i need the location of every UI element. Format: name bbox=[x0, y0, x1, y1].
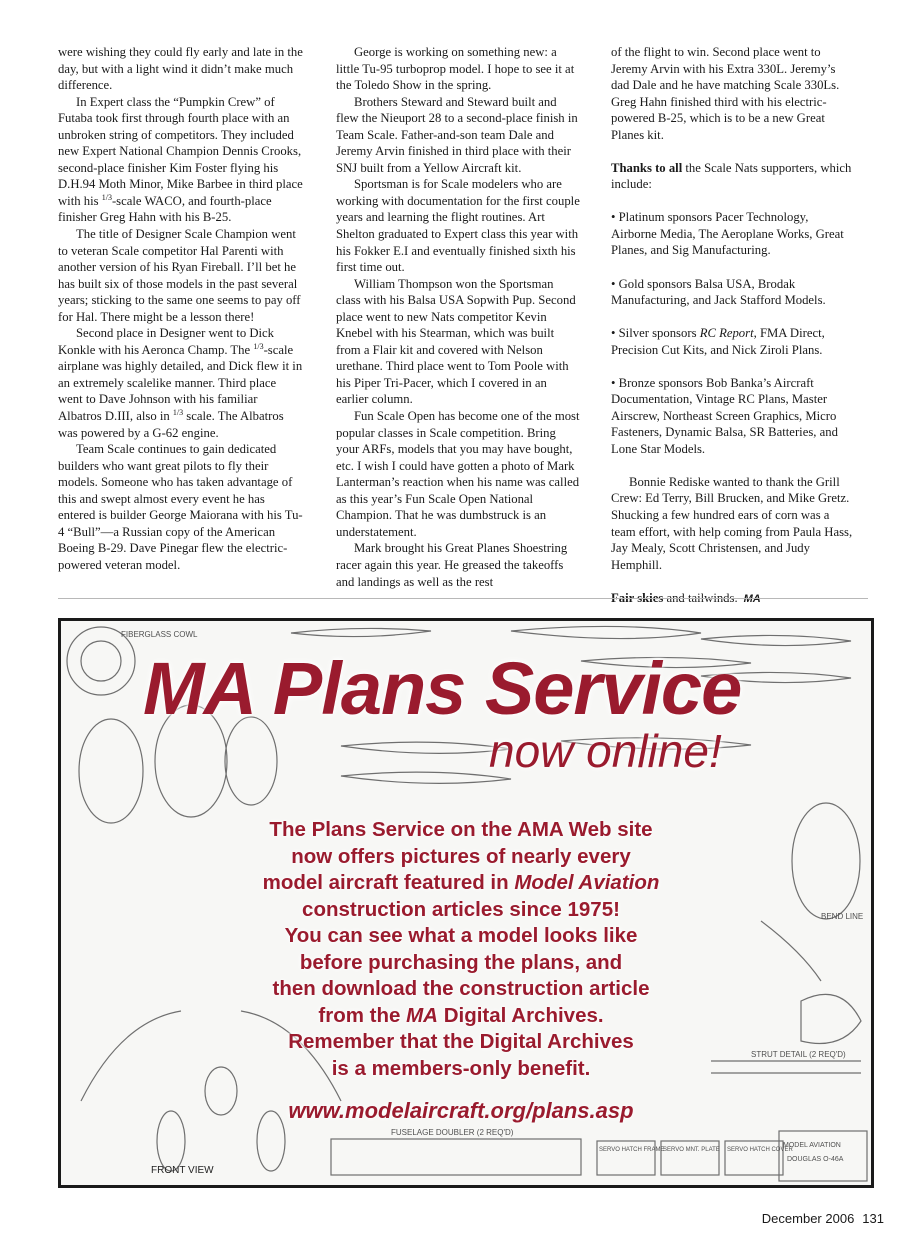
sponsor-item: • Platinum sponsors Pacer Technology, Airborne Media, The Aeroplane Works, Great Planes, and Sig Manufacturing. bbox=[611, 210, 844, 258]
fraction: 1/3 bbox=[253, 341, 264, 351]
article-column-1 bbox=[58, 44, 303, 574]
plans-service-ad bbox=[58, 618, 874, 1188]
ad-line: is a members-only benefit. bbox=[331, 1056, 591, 1080]
ad-line: from the MA Digital Archives. bbox=[318, 1003, 604, 1027]
plan-label-fiberglass: FIBERGLASS COWL bbox=[121, 630, 198, 639]
wing-rib-3 bbox=[701, 635, 851, 645]
ad-subtitle: now online! bbox=[489, 725, 722, 777]
sponsor-item: • Bronze sponsors Bob Banka’s Aircraft Documentation, Vintage RC Plans, Master Airscrew, Northeast Screen Graphics, Micro Fasteners, Dynamic Balsa, SR Batteries, and Lone Star Models. bbox=[611, 375, 838, 456]
plan-label-model-aviation: MODEL AVIATION bbox=[783, 1142, 841, 1149]
paragraph: Brothers Steward and Steward built and flew the Nieuport 28 to a second-place finish in Team Scale. Father-and-son team Dale and Jeremy Arvin finished in third place with their SNJ built from a Yellow Aircraft kit. bbox=[336, 94, 578, 175]
ma-end-mark: MA bbox=[743, 592, 761, 605]
ad-line: The Plans Service on the AMA Web site bbox=[269, 818, 653, 841]
plan-label-servo-plate: SERVO MNT. PLATE bbox=[663, 1147, 720, 1153]
paragraph: The title of Designer Scale Champion went to veteran Scale competitor Hal Parenti with another version of his Ryan Fireball. I’ll bet he has built six of those models in the past several years; sticking to the same one seems to pay off for Hal. There might be a lesson there! bbox=[58, 227, 301, 324]
article-column-3 bbox=[611, 44, 856, 607]
fuselage-former-far-right bbox=[792, 803, 860, 919]
paragraph: Fun Scale Open has become one of the most popular classes in Scale competition. Bring your ARFs, models that you may have bought, etc. I wish I could have gotten a photo of Mark Lanterman’s reaction when his name was called as this year’s Fun Scale Open National Champion. That he was dumbstruck is an understatement. bbox=[336, 409, 580, 539]
paragraph: Team Scale continues to gain dedicated builders who want great pilots to fly their models. Someone who has taken advantage of this and swept almost every event he has entered is builder George Maiorana with his Tu-4 “Bull”—a Russian copy of the American Boeing B-29. Dave Pinegar flew the electric-powered veteran model. bbox=[58, 442, 303, 572]
fuselage-doubler-outline bbox=[331, 1139, 581, 1175]
section-divider bbox=[58, 598, 868, 599]
plan-label-bend: BEND LINE bbox=[821, 912, 864, 921]
issue-date: December 2006 bbox=[761, 1211, 855, 1226]
wing-tip-outline bbox=[801, 994, 861, 1043]
ad-line: model aircraft featured in Model Aviation bbox=[262, 871, 660, 894]
ad-line: Remember that the Digital Archives bbox=[288, 1030, 634, 1053]
page-number: 131 bbox=[862, 1211, 884, 1226]
plan-label-plan-name: DOUGLAS O-46A bbox=[787, 1156, 844, 1163]
article-column-2 bbox=[336, 44, 581, 590]
ad-body-text bbox=[171, 817, 751, 1082]
ad-title: MA Plans Service bbox=[143, 647, 742, 730]
sponsor-item: • Silver sponsors RC Report, FMA Direct, Precision Cut Kits, and Nick Ziroli Plans. bbox=[611, 326, 825, 357]
wing-rib-5 bbox=[341, 742, 511, 753]
paragraph: William Thompson won the Sportsman class with his Balsa USA Sopwith Pup. Second place went to new Nats competitor Kevin Knebel with his Stearman, which was built from a Flair kit and covered with Nelson urethane. Third place went to Tom Poole with his Piper Tri-Pacer, which I covered in an earlier column. bbox=[336, 276, 576, 407]
wing-rib-1 bbox=[511, 626, 701, 638]
fuselage-former-left bbox=[79, 719, 143, 823]
sponsor-item: • Gold sponsors Balsa USA, Brodak Manufacturing, and Jack Stafford Models. bbox=[611, 276, 826, 308]
paragraph: Thanks to all the Scale Nats supporters, which include: bbox=[611, 160, 852, 192]
ad-line: construction articles since 1975! bbox=[302, 897, 620, 921]
fraction: 1/3 bbox=[101, 192, 112, 202]
plan-label-servo-frame: SERVO HATCH FRAME bbox=[599, 1147, 665, 1153]
paragraph: were wishing they could fly early and late in the day, but with a light wind it didn’t make much difference. bbox=[58, 45, 303, 93]
paragraph: of the flight to win. Second place went to Jeremy Arvin with his Extra 330L. Jeremy’s dad Dale and he have matching Scale 330Ls. Greg Hahn finished third with his electric-powered B-25, which is to be a new Great Planes kit. bbox=[611, 45, 840, 142]
ad-line: then download the construction article bbox=[272, 977, 650, 1000]
paragraph: Second place in Designer went to Dick Konkle with his Aeronca Champ. The $^{1/3}$-scale airplane was highly detailed, and Dick flew it in an extremely scalelike manner. Third place went to Dave Johnson with his familiar Albatros D.III, also in $^{1/3}$ scale. The Albatros was powered by a G-62 engine. bbox=[58, 326, 303, 440]
cowl-ring-inner bbox=[81, 641, 121, 681]
paragraph: Mark brought his Great Planes Shoestring racer again this year. He greased the takeoffs and landings as well as the rest bbox=[336, 541, 568, 589]
page-footer bbox=[754, 1211, 884, 1226]
ad-line: before purchasing the plans, and bbox=[299, 950, 623, 974]
paragraph: Sportsman is for Scale modelers who are working with documentation for the first couple years and learning the flight routines. Art Shelton graduated to Expert class this year with his Fokker E.I and eventually finished sixth his first time out. bbox=[336, 177, 580, 275]
plan-label-front-view: FRONT VIEW bbox=[151, 1165, 214, 1176]
closing-line: Fair skies and tailwinds. MA bbox=[611, 590, 761, 605]
plans-url-link[interactable]: www.modelaircraft.org/plans.asp bbox=[288, 1098, 634, 1123]
wing-rib-6 bbox=[341, 772, 511, 783]
wing-rib-top bbox=[291, 628, 431, 636]
plan-label-servo-cover: SERVO HATCH COVER bbox=[727, 1147, 793, 1153]
plan-label-strut: STRUT DETAIL (2 REQ'D) bbox=[751, 1050, 846, 1059]
fraction: 1/3 bbox=[172, 408, 184, 418]
ad-line: now offers pictures of nearly every bbox=[291, 844, 631, 868]
plan-label-fuselage: FUSELAGE DOUBLER (2 REQ'D) bbox=[391, 1128, 514, 1137]
ad-line: You can see what a model looks like bbox=[284, 924, 638, 947]
paragraph: In Expert class the “Pumpkin Crew” of Futaba took first through fourth place with an unbroken string of competitors. They included new Expert National Champion Dennis Crooks, second-place finisher Kim Foster flying his D.H.94 Moth Minor, Mike Barbee in third place with his $^{1/3}$-scale WACO, and fourth-place finisher Greg Hahn with his B-25. bbox=[58, 94, 303, 225]
paragraph: George is working on something new: a little Tu-95 turboprop model. I hope to see it at the Toledo Show in the spring. bbox=[336, 45, 575, 93]
fuselage-former-right bbox=[225, 717, 277, 805]
paragraph: Bonnie Rediske wanted to thank the Grill Crew: Ed Terry, Bill Brucken, and Mike Gretz. Shucking a few hundred ears of corn was a team effort, with help coming from Paula Hass, Jay Mealy, Scott Christensen, and Judy Hemphill. bbox=[611, 474, 853, 572]
article-columns bbox=[58, 44, 858, 605]
bend-line bbox=[761, 921, 821, 981]
